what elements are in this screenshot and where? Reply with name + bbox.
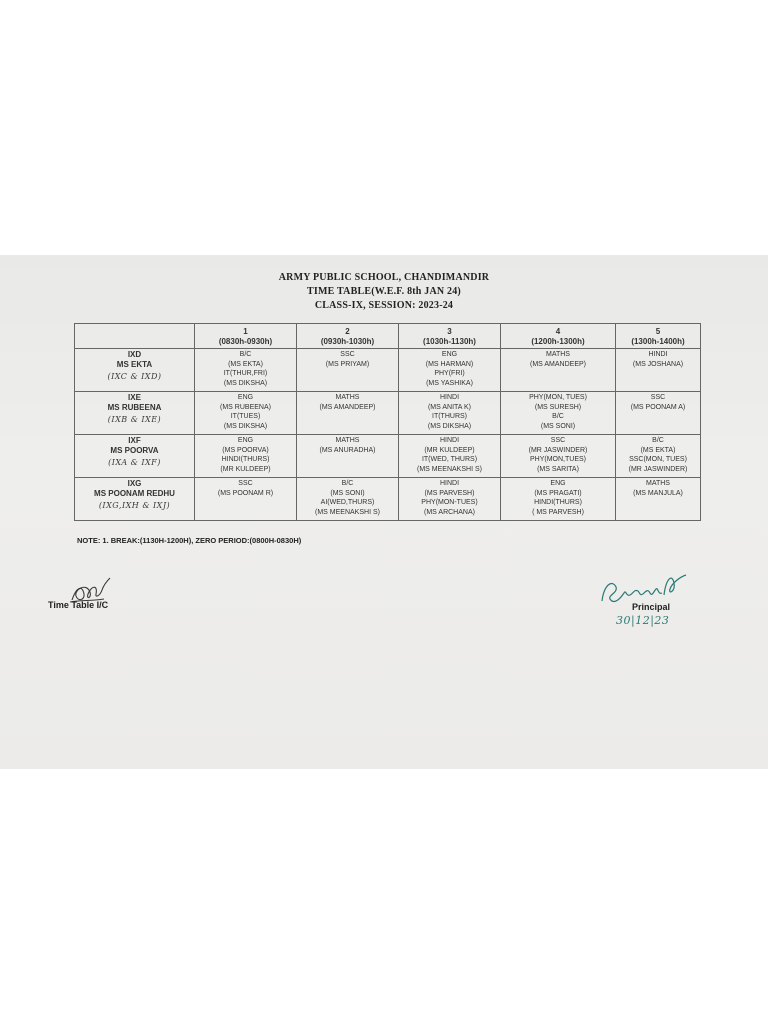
period-number: 2 bbox=[345, 327, 350, 336]
class-teacher: MS POORVA bbox=[110, 445, 159, 455]
period-cell-line: (MS PRAGATI) bbox=[534, 489, 582, 497]
period-header-row bbox=[75, 324, 701, 349]
class-teacher: MS RUBEENA bbox=[107, 402, 162, 412]
period-cell-line: (MR JASWINDER) bbox=[628, 465, 688, 473]
period-cell-line: PHY(FRI) bbox=[434, 370, 465, 377]
period-cell bbox=[297, 392, 399, 435]
class-handwritten-note: (IXG,IXH & IXJ) bbox=[98, 501, 171, 510]
timetable-body bbox=[75, 349, 701, 521]
period-time: (1300h-1400h) bbox=[631, 337, 685, 346]
period-cell-line: (MS AMANDEEP) bbox=[319, 403, 376, 411]
period-header-5 bbox=[616, 324, 701, 349]
time-table-ic-label: Time Table I/C bbox=[48, 600, 109, 610]
period-time: (1200h-1300h) bbox=[531, 337, 585, 346]
period-cell-line: MATHS bbox=[546, 351, 570, 358]
period-number: 5 bbox=[655, 327, 661, 336]
period-cell bbox=[195, 349, 297, 392]
period-cell bbox=[501, 392, 616, 435]
principal-label: Principal bbox=[632, 602, 671, 612]
signature-date: 30|12|23 bbox=[616, 614, 670, 627]
class-code: IXE bbox=[128, 393, 141, 402]
period-cell-line: (MS MANJULA) bbox=[633, 489, 683, 497]
period-cell-line: (MS HARMAN) bbox=[425, 360, 474, 368]
period-cell-line: ( MS PARVESH) bbox=[532, 508, 584, 516]
period-cell-line: (MS SARITA) bbox=[537, 465, 579, 473]
period-cell-line: HINDI bbox=[439, 394, 460, 401]
period-header-3 bbox=[399, 324, 501, 349]
period-cell-line: (MS POONAM A) bbox=[630, 403, 686, 411]
period-cell-line: AI(WED,THURS) bbox=[320, 499, 375, 506]
period-number: 1 bbox=[243, 327, 248, 336]
period-cell-line: HINDI bbox=[439, 480, 460, 487]
period-cell-line: SSC bbox=[340, 351, 355, 358]
period-cell bbox=[195, 435, 297, 478]
period-cell-line: (MS JOSHANA) bbox=[632, 360, 684, 368]
period-cell-line: (MS ANURADHA) bbox=[319, 446, 376, 454]
period-cell-line: B/C bbox=[239, 351, 252, 358]
period-cell-line: B/C bbox=[652, 437, 664, 444]
period-cell-line: (MS PARVESH) bbox=[424, 489, 475, 497]
period-cell-line: IT(TUES) bbox=[230, 413, 261, 420]
period-cell-line: ENG bbox=[237, 437, 254, 444]
class-handwritten-note: (IXA & IXF) bbox=[108, 458, 161, 467]
class-code: IXF bbox=[128, 436, 141, 445]
period-cell-line: MATHS bbox=[646, 480, 670, 487]
period-cell-line: (MS SONI) bbox=[330, 489, 365, 497]
period-cell-line: HINDI(THURS) bbox=[221, 456, 270, 463]
period-cell bbox=[501, 349, 616, 392]
period-cell bbox=[297, 349, 399, 392]
period-cell-line: (MS EKTA) bbox=[640, 446, 676, 454]
period-cell-line: (MS RUBEENA) bbox=[220, 403, 271, 411]
period-cell-line: (MS ANITA K) bbox=[427, 403, 472, 411]
class-cell bbox=[75, 392, 195, 435]
period-cell bbox=[297, 435, 399, 478]
timetable bbox=[74, 323, 701, 521]
period-cell bbox=[399, 392, 501, 435]
period-cell-line: ENG bbox=[441, 351, 458, 358]
period-cell bbox=[399, 349, 501, 392]
period-cell-line: (MS POORVA) bbox=[222, 446, 269, 454]
period-cell-line: (MS PRIYAM) bbox=[325, 360, 370, 368]
period-cell-line: SSC bbox=[238, 480, 253, 487]
class-teacher: MS EKTA bbox=[116, 359, 153, 369]
period-cell-line: (MS DIKSHA) bbox=[223, 422, 268, 430]
period-header-2 bbox=[297, 324, 399, 349]
period-number: 3 bbox=[447, 327, 452, 336]
period-cell-line: SSC(MON, TUES) bbox=[629, 456, 687, 463]
period-cell-line: (MS MEENAKSHI S) bbox=[417, 465, 482, 473]
period-time: (0830h-0930h) bbox=[218, 337, 273, 346]
period-cell-line: ENG bbox=[237, 394, 254, 401]
period-cell bbox=[501, 435, 616, 478]
period-cell bbox=[195, 392, 297, 435]
period-cell-line: HINDI bbox=[648, 351, 668, 358]
period-header-4 bbox=[501, 324, 616, 349]
period-cell-line: (MS EKTA) bbox=[228, 360, 263, 368]
class-row bbox=[75, 392, 701, 435]
period-cell bbox=[399, 435, 501, 478]
period-cell bbox=[399, 478, 501, 521]
class-row bbox=[75, 349, 701, 392]
period-cell bbox=[616, 435, 701, 478]
period-cell-line: HINDI bbox=[439, 437, 460, 444]
period-cell-line: (MS POONAM R) bbox=[217, 489, 274, 497]
period-number: 4 bbox=[555, 327, 561, 336]
period-cell bbox=[501, 478, 616, 521]
period-cell-line: PHY(MON, TUES) bbox=[529, 394, 587, 401]
class-row bbox=[75, 435, 701, 478]
period-cell-line: SSC bbox=[650, 394, 666, 401]
period-cell-line: (MS SURESH) bbox=[534, 403, 582, 411]
period-cell bbox=[616, 478, 701, 521]
corner-cell bbox=[75, 324, 195, 349]
period-cell-line: (MR KULDEEP) bbox=[424, 446, 475, 454]
session-subtitle: CLASS-IX, SESSION: 2023-24 bbox=[314, 300, 454, 311]
period-cell-line: PHY(MON,TUES) bbox=[530, 456, 586, 463]
class-cell bbox=[75, 349, 195, 392]
period-cell-line: (MS ARCHANA) bbox=[424, 508, 475, 516]
class-code: IXG bbox=[127, 479, 142, 488]
document-paper bbox=[0, 255, 768, 769]
period-cell-line: (MS YASHIKA) bbox=[426, 379, 473, 387]
period-cell-line: SSC bbox=[550, 437, 566, 444]
period-cell-line: (MR JASWINDER) bbox=[528, 446, 588, 454]
period-cell-line: (MS AMANDEEP) bbox=[529, 360, 586, 368]
period-cell bbox=[616, 349, 701, 392]
period-cell-line: (MS DIKSHA) bbox=[427, 422, 472, 430]
period-cell-line: MATHS bbox=[335, 394, 360, 401]
period-cell-line: (MS DIKSHA) bbox=[223, 379, 268, 387]
class-handwritten-note: (IXC & IXD) bbox=[107, 372, 162, 381]
school-name: ARMY PUBLIC SCHOOL, CHANDIMANDIR bbox=[278, 272, 490, 283]
period-time: (0930h-1030h) bbox=[320, 337, 375, 346]
class-teacher: MS POONAM REDHU bbox=[94, 488, 175, 498]
class-handwritten-note: (IXB & IXE) bbox=[107, 415, 162, 424]
period-cell-line: (MS SONI) bbox=[540, 422, 576, 430]
class-row bbox=[75, 478, 701, 521]
period-header-1 bbox=[195, 324, 297, 349]
break-note: NOTE: 1. BREAK:(1130H-1200H), ZERO PERIOD:(0800H-0830H) bbox=[77, 536, 302, 545]
period-cell bbox=[297, 478, 399, 521]
period-cell-line: HINDI(THURS) bbox=[534, 499, 582, 506]
period-cell-line: PHY(MON-TUES) bbox=[421, 499, 478, 506]
period-cell-line: MATHS bbox=[335, 437, 360, 444]
period-cell-line: IT(THUR,FRI) bbox=[223, 370, 268, 377]
period-cell-line: IT(WED, THURS) bbox=[421, 456, 478, 463]
period-time: (1030h-1130h) bbox=[423, 337, 476, 346]
timetable-title: TIME TABLE(W.E.F. 8th JAN 24) bbox=[307, 286, 461, 297]
period-cell-line: B/C bbox=[341, 480, 354, 487]
period-cell-line: (MS MEENAKSHI S) bbox=[315, 508, 380, 516]
class-cell bbox=[75, 478, 195, 521]
period-cell bbox=[195, 478, 297, 521]
class-cell bbox=[75, 435, 195, 478]
period-cell-line: ENG bbox=[550, 480, 566, 487]
class-code: IXD bbox=[127, 350, 142, 359]
period-cell-line: (MR KULDEEP) bbox=[220, 465, 271, 473]
period-cell-line: IT(THURS) bbox=[432, 413, 467, 420]
period-cell-line: B/C bbox=[552, 413, 564, 420]
period-cell bbox=[616, 392, 701, 435]
